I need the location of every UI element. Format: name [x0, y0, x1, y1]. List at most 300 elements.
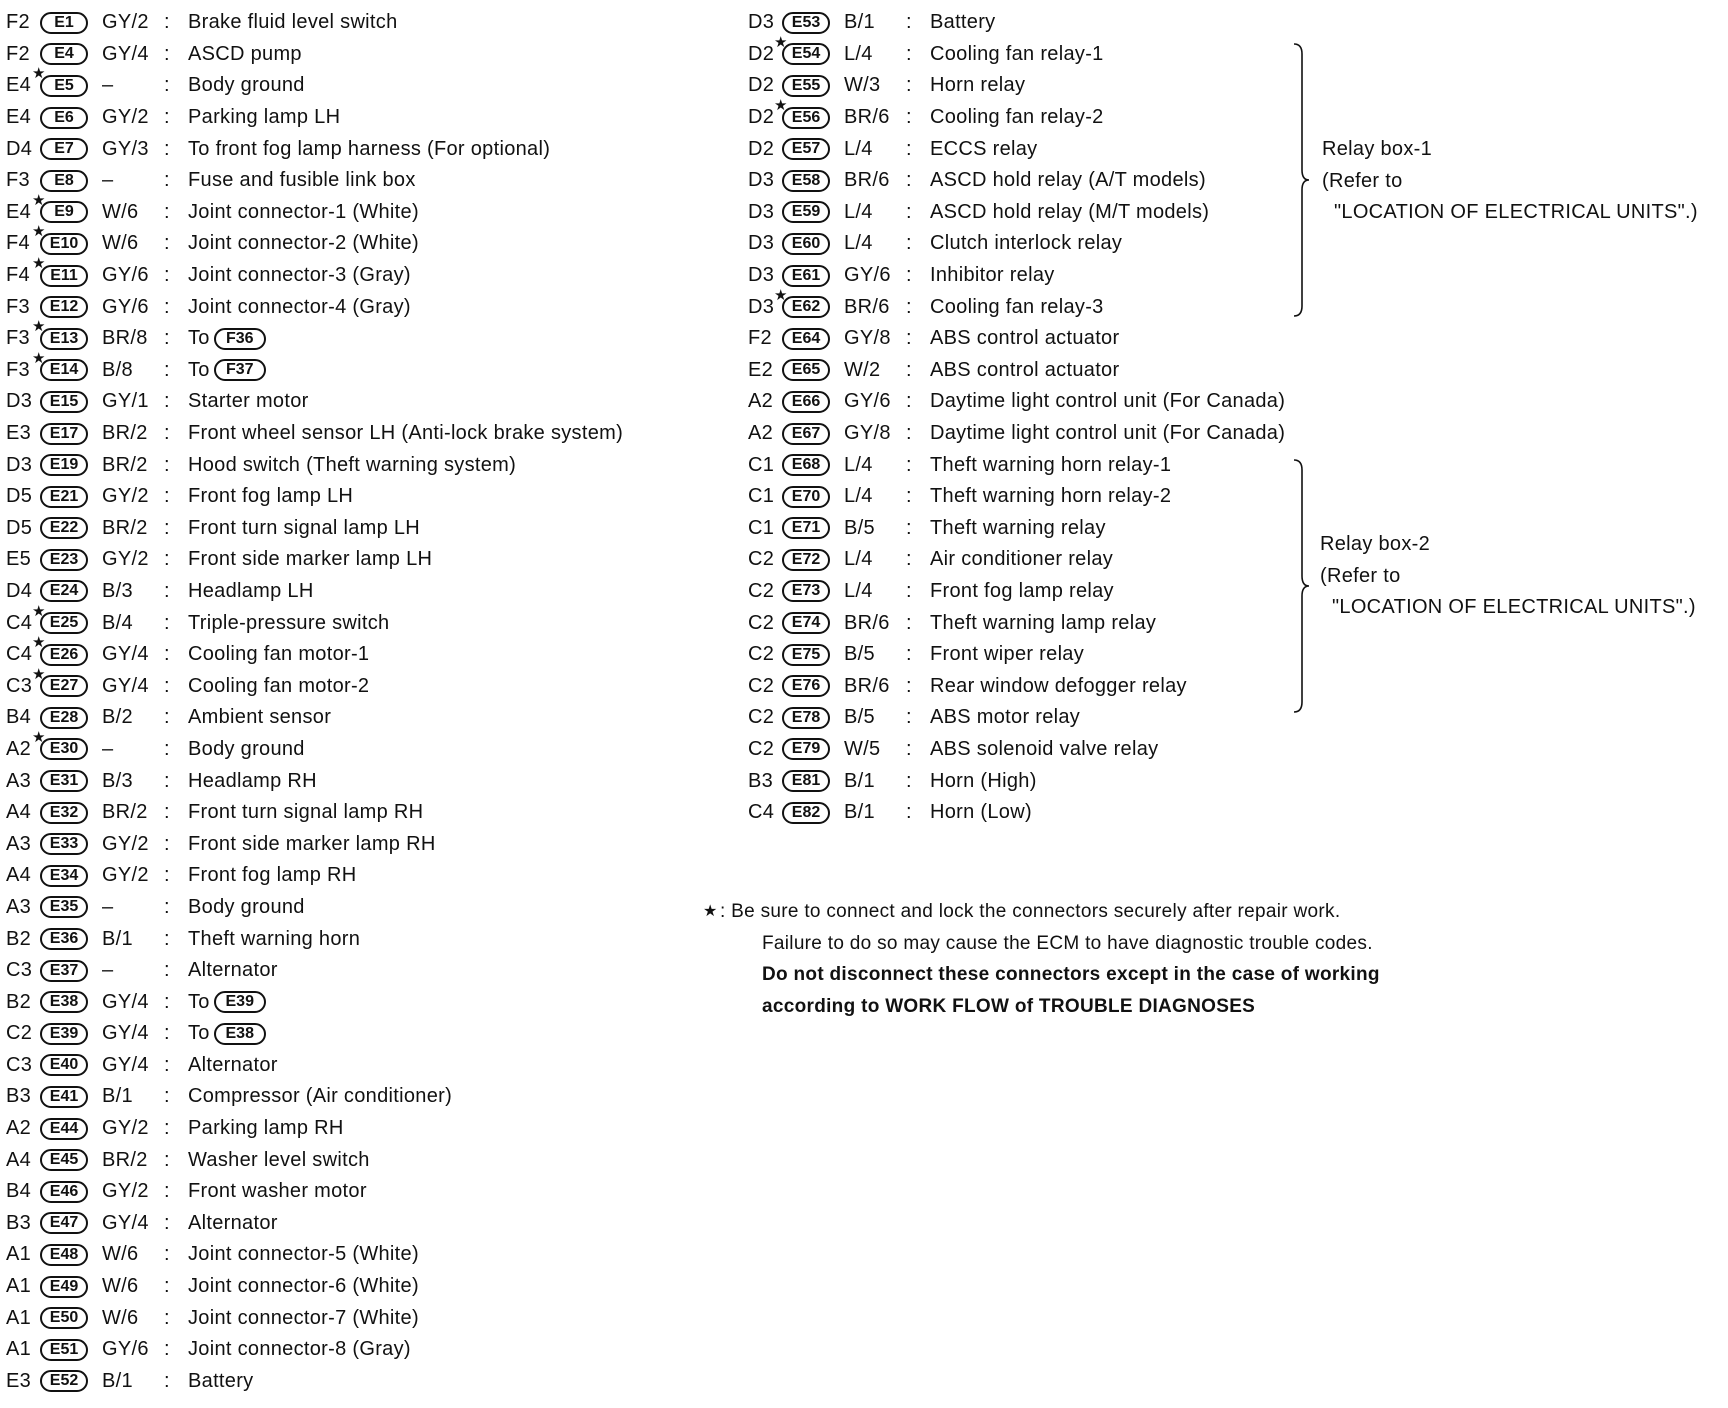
connector-description-text: Cooling fan motor-1 — [188, 643, 370, 666]
wire-spec: W/6 — [102, 200, 139, 223]
separator: : — [164, 358, 170, 381]
separator: : — [164, 106, 170, 129]
grid-reference — [748, 548, 782, 571]
grid-reference — [6, 223, 46, 255]
wire-spec: L/4 — [844, 579, 873, 602]
wire-spec: – — [102, 737, 114, 760]
connector-description — [188, 991, 266, 1014]
grid-reference-text: C2 — [748, 674, 775, 697]
wire-spec: W/2 — [844, 358, 881, 381]
connector-description — [188, 738, 305, 761]
grid-reference-text: A4 — [6, 1148, 32, 1171]
connector-id-badge: E57 — [782, 138, 830, 160]
separator: : — [164, 548, 170, 571]
connector-description — [930, 11, 995, 34]
star-icon: ★ — [32, 728, 46, 746]
connector-row — [6, 728, 721, 766]
separator: : — [164, 611, 170, 634]
connector-description — [188, 232, 419, 255]
grid-reference — [748, 485, 782, 508]
grid-reference-text: A1 — [6, 1243, 32, 1266]
connector-description-text: Clutch interlock relay — [930, 232, 1123, 255]
connector-description-text: Parking lamp RH — [188, 1117, 344, 1140]
relay-box-1-title: Relay box-1 — [1322, 138, 1433, 160]
connector-description-text: Fuse and fusible link box — [188, 169, 416, 192]
connector-row — [748, 765, 1308, 797]
grid-reference — [6, 1149, 40, 1172]
connector-description — [188, 612, 389, 635]
connector-id-badge: E81 — [782, 770, 830, 792]
wire-spec: W/6 — [102, 1306, 139, 1329]
connector-id-badge: E15 — [40, 391, 88, 413]
grid-reference — [748, 232, 782, 255]
grid-reference — [748, 738, 782, 761]
connector-id-badge: E76 — [782, 675, 830, 697]
connector-description-text: ABS motor relay — [930, 706, 1081, 729]
connector-description-text: ECCS relay — [930, 137, 1038, 160]
connector-id-badge: E64 — [782, 328, 830, 350]
connector-description — [930, 706, 1080, 729]
connector-description — [188, 1212, 278, 1235]
connector-row — [6, 1208, 721, 1240]
referenced-connector-badge: F36 — [214, 328, 266, 350]
separator: : — [164, 1085, 170, 1108]
grid-reference — [6, 1275, 40, 1298]
separator: : — [906, 42, 912, 65]
wire-spec: BR/6 — [844, 674, 890, 697]
connector-id-badge: E37 — [40, 960, 88, 982]
separator: : — [906, 169, 912, 192]
connector-row — [748, 260, 1308, 292]
connector-row — [6, 65, 721, 102]
note-line-1: : Be sure to connect and lock the connectors securely after repair work. — [720, 901, 1341, 922]
connector-description — [930, 422, 1285, 445]
grid-reference — [6, 1180, 40, 1203]
wire-spec: B/1 — [102, 1085, 133, 1108]
wire-spec: GY/4 — [102, 1022, 149, 1045]
separator: : — [164, 706, 170, 729]
connector-row — [748, 70, 1308, 102]
connector-id-badge: E51 — [40, 1339, 88, 1361]
grid-reference — [748, 74, 782, 97]
connector-description — [188, 1022, 266, 1045]
grid-reference-text: C1 — [748, 485, 775, 508]
connector-description-text: Cooling fan relay-3 — [930, 295, 1104, 318]
connector-description-text: Inhibitor relay — [930, 264, 1055, 287]
separator: : — [164, 1148, 170, 1171]
connector-description-text: Headlamp LH — [188, 579, 314, 602]
connector-id-badge: E78 — [782, 707, 830, 729]
wire-spec: BR/8 — [102, 327, 148, 350]
connector-description — [930, 74, 1025, 97]
grid-reference — [6, 1022, 40, 1045]
relay-box-1-label — [1322, 134, 1698, 229]
connector-row — [6, 923, 721, 955]
connector-description — [930, 675, 1187, 698]
connector-description-text: Joint connector-7 (White) — [188, 1306, 419, 1329]
connector-row — [748, 544, 1308, 576]
separator: : — [164, 832, 170, 855]
connector-description-text: Body ground — [188, 737, 305, 760]
relay-box-1-refer: (Refer to — [1322, 169, 1403, 192]
connector-id-badge: E1 — [40, 12, 88, 34]
connector-row — [748, 355, 1308, 387]
relay-box-2-refer: (Refer to — [1320, 564, 1401, 587]
connector-description — [930, 612, 1156, 635]
connector-description-text: Compressor (Air conditioner) — [188, 1085, 453, 1108]
connector-description — [188, 1149, 370, 1172]
note-line-4: according to WORK FLOW of TROUBLE DIAGNOSES — [762, 995, 1256, 1017]
grid-reference — [748, 770, 782, 793]
wire-spec: BR/2 — [102, 453, 148, 476]
connector-id-badge: E19 — [40, 454, 88, 476]
separator: : — [164, 674, 170, 697]
connector-row — [6, 860, 721, 892]
connector-row — [748, 7, 1308, 39]
connector-row — [6, 255, 721, 292]
grid-reference-text: A4 — [6, 864, 32, 887]
connector-id-badge: E31 — [40, 770, 88, 792]
connector-description — [188, 580, 314, 603]
wire-spec: GY/8 — [844, 422, 891, 445]
wire-spec: L/4 — [844, 548, 873, 571]
connector-id-badge: E54 — [782, 43, 830, 65]
connector-description-text: ABS solenoid valve relay — [930, 737, 1159, 760]
separator: : — [164, 1022, 170, 1045]
grid-reference — [6, 65, 46, 97]
wire-spec: GY/2 — [102, 864, 149, 887]
grid-reference-text: C3 — [6, 1053, 33, 1076]
separator: : — [906, 11, 912, 34]
separator: : — [164, 453, 170, 476]
grid-reference-text: B3 — [6, 1211, 32, 1234]
wire-spec: B/5 — [844, 643, 875, 666]
grid-reference — [6, 1243, 40, 1266]
connector-description-text: Theft warning horn relay-2 — [930, 485, 1172, 508]
wire-spec: B/1 — [844, 11, 875, 34]
grid-reference — [6, 580, 40, 603]
wire-spec: GY/8 — [844, 327, 891, 350]
grid-reference-text: D3 — [6, 453, 33, 476]
separator: : — [164, 74, 170, 97]
connector-description — [930, 390, 1285, 413]
relay-box-2-title: Relay box-2 — [1320, 533, 1431, 555]
connector-id-badge: E62 — [782, 296, 830, 318]
relay-box-2-label — [1320, 529, 1696, 624]
separator: : — [906, 106, 912, 129]
wire-spec: B/1 — [102, 1369, 133, 1392]
connector-id-badge: E49 — [40, 1276, 88, 1298]
connector-id-badge: E21 — [40, 486, 88, 508]
grid-reference — [6, 138, 40, 161]
connector-row — [6, 386, 721, 418]
grid-reference — [6, 1212, 40, 1235]
connector-description — [930, 454, 1171, 477]
connector-id-badge: E17 — [40, 423, 88, 445]
connector-description-text: Front turn signal lamp LH — [188, 516, 421, 539]
separator: : — [164, 1180, 170, 1203]
connector-description — [930, 201, 1209, 224]
grid-reference — [6, 896, 40, 919]
connector-row — [6, 7, 721, 39]
wire-spec: BR/2 — [102, 422, 148, 445]
star-icon: ★ — [32, 349, 46, 367]
connector-row — [6, 1144, 721, 1176]
connector-id-badge: E48 — [40, 1244, 88, 1266]
grid-reference-text: D3 — [748, 232, 775, 255]
connector-description-text: ABS control actuator — [930, 358, 1120, 381]
separator: : — [164, 327, 170, 350]
grid-reference-text: C3 — [6, 674, 33, 697]
grid-reference-text: D4 — [6, 137, 33, 160]
connector-row — [748, 797, 1308, 829]
grid-reference-text: B4 — [6, 1180, 32, 1203]
connector-id-badge: E6 — [40, 107, 88, 129]
connector-description-text: To — [188, 327, 210, 350]
connector-description — [188, 548, 432, 571]
connector-description — [188, 928, 360, 951]
grid-reference-text: A2 — [6, 737, 32, 760]
connector-row — [6, 1334, 721, 1366]
wire-spec: GY/6 — [844, 390, 891, 413]
connector-description — [188, 1275, 419, 1298]
connector-id-badge: E24 — [40, 580, 88, 602]
separator: : — [906, 485, 912, 508]
grid-reference — [6, 349, 46, 382]
grid-reference-text: E2 — [748, 358, 774, 381]
connector-description — [188, 106, 340, 129]
wire-spec: GY/4 — [102, 990, 149, 1013]
connector-description-text: Parking lamp LH — [188, 106, 341, 129]
connector-id-badge: E71 — [782, 517, 830, 539]
grid-reference-text: B3 — [6, 1085, 32, 1108]
connector-description — [930, 169, 1206, 192]
connector-row — [6, 418, 721, 450]
grid-reference-text: F2 — [748, 327, 772, 350]
wire-spec: B/2 — [102, 706, 133, 729]
grid-reference — [748, 169, 782, 192]
caution-note — [703, 896, 1380, 1022]
connector-id-badge: E9 — [40, 201, 88, 223]
connector-description — [188, 169, 416, 192]
connector-id-badge: E72 — [782, 549, 830, 571]
connector-description — [188, 422, 623, 445]
connector-description — [930, 264, 1055, 287]
grid-reference — [748, 517, 782, 540]
connector-description — [188, 327, 266, 350]
grid-reference-text: F4 — [6, 264, 30, 287]
connector-description-text: Air conditioner relay — [930, 548, 1114, 571]
grid-reference-text: B4 — [6, 706, 32, 729]
connector-description-text: Theft warning horn — [188, 927, 361, 950]
grid-reference-text: C2 — [748, 643, 775, 666]
grid-reference-text: D2 — [748, 137, 775, 160]
connector-description-text: Battery — [188, 1369, 254, 1392]
connector-description-text: Brake fluid level switch — [188, 11, 398, 34]
grid-reference-text: C2 — [748, 611, 775, 634]
connector-description-text: Front turn signal lamp RH — [188, 801, 424, 824]
wire-spec: B/4 — [102, 611, 133, 634]
separator: : — [906, 548, 912, 571]
connector-description-text: Triple-pressure switch — [188, 611, 390, 634]
referenced-connector-badge: E39 — [214, 991, 266, 1013]
connector-description-text: Rear window defogger relay — [930, 674, 1187, 697]
grid-reference — [6, 706, 40, 729]
grid-reference — [748, 706, 782, 729]
grid-reference — [6, 1054, 40, 1077]
wire-spec: – — [102, 959, 114, 982]
separator: : — [164, 769, 170, 792]
separator: : — [164, 1211, 170, 1234]
connector-description-text: Starter motor — [188, 390, 309, 413]
wire-spec: GY/2 — [102, 485, 149, 508]
wire-spec: GY/2 — [102, 11, 149, 34]
grid-reference — [6, 1338, 40, 1361]
wire-spec: GY/4 — [102, 674, 149, 697]
connector-description-text: Front washer motor — [188, 1180, 367, 1203]
separator: : — [906, 737, 912, 760]
separator: : — [164, 990, 170, 1013]
connector-id-badge: E60 — [782, 233, 830, 255]
wire-spec: BR/2 — [102, 1148, 148, 1171]
grid-reference — [748, 643, 782, 666]
connector-id-badge: E27 — [40, 675, 88, 697]
connector-description-text: Front fog lamp LH — [188, 485, 354, 508]
star-icon: ★ — [32, 223, 46, 241]
relay-box-1-location: "LOCATION OF ELECTRICAL UNITS".) — [1334, 201, 1698, 224]
connector-description-text: Body ground — [188, 74, 305, 97]
connector-description — [188, 643, 369, 666]
grid-reference-text: B3 — [748, 769, 774, 792]
star-icon: ★ — [774, 97, 788, 115]
connector-description — [188, 1243, 419, 1266]
connector-id-badge: E39 — [40, 1023, 88, 1045]
connector-description-text: Hood switch (Theft warning system) — [188, 453, 517, 476]
connector-description — [188, 138, 550, 161]
grid-reference — [6, 296, 40, 319]
connector-description — [930, 643, 1084, 666]
connector-id-badge: E68 — [782, 454, 830, 476]
grid-reference — [6, 1085, 40, 1108]
connector-description — [188, 296, 411, 319]
connector-row — [748, 286, 1308, 323]
connector-row — [6, 191, 721, 229]
connector-id-badge: E45 — [40, 1149, 88, 1171]
connector-row — [748, 702, 1308, 734]
connector-row — [748, 481, 1308, 513]
grid-reference-text: E4 — [6, 106, 32, 129]
wire-spec: L/4 — [844, 200, 873, 223]
connector-description-text: Joint connector-3 (Gray) — [188, 264, 411, 287]
grid-reference — [748, 359, 782, 382]
connector-row — [6, 892, 721, 924]
connector-row — [6, 602, 721, 639]
connector-description-text: ASCD hold relay (A/T models) — [930, 169, 1206, 192]
separator: : — [164, 137, 170, 160]
connector-id-badge: E75 — [782, 644, 830, 666]
wire-spec: GY/2 — [102, 832, 149, 855]
grid-reference — [748, 675, 782, 698]
connector-row — [6, 1302, 721, 1334]
connector-row — [748, 228, 1308, 260]
connector-id-badge: E8 — [40, 170, 88, 192]
separator: : — [906, 74, 912, 97]
grid-reference — [748, 33, 788, 66]
grid-reference-text: F2 — [6, 42, 30, 65]
connector-id-badge: E26 — [40, 644, 88, 666]
connector-description-text: Theft warning horn relay-1 — [930, 453, 1172, 476]
grid-reference — [6, 191, 46, 224]
grid-reference-text: A4 — [6, 801, 32, 824]
separator: : — [164, 516, 170, 539]
connector-description-text: Horn (Low) — [930, 801, 1032, 824]
connector-description-text: To — [188, 1022, 210, 1045]
relay-box-1-brace — [1292, 42, 1310, 318]
separator: : — [164, 927, 170, 950]
connector-list-left — [6, 7, 721, 1397]
connector-id-badge: E11 — [40, 265, 88, 287]
wire-spec: BR/6 — [844, 295, 890, 318]
grid-reference — [6, 454, 40, 477]
connector-id-badge: E10 — [40, 233, 88, 255]
connector-description-text: ASCD pump — [188, 42, 302, 65]
wire-spec: – — [102, 74, 114, 97]
grid-reference-text: E4 — [6, 74, 32, 97]
connector-description — [188, 74, 305, 97]
connector-description — [930, 296, 1104, 319]
separator: : — [164, 1275, 170, 1298]
relay-box-2-location: "LOCATION OF ELECTRICAL UNITS".) — [1332, 596, 1696, 619]
grid-reference — [748, 454, 782, 477]
separator: : — [164, 11, 170, 34]
connector-id-badge: E4 — [40, 43, 88, 65]
grid-reference-text: B2 — [6, 990, 32, 1013]
grid-reference — [6, 43, 40, 66]
connector-description-text: Alternator — [188, 959, 278, 982]
connector-description-text: Theft warning lamp relay — [930, 611, 1157, 634]
grid-reference-text: F2 — [6, 11, 30, 34]
referenced-connector-badge: F37 — [214, 359, 266, 381]
relay-box-2-brace — [1292, 458, 1310, 714]
grid-reference — [748, 286, 788, 319]
grid-reference — [6, 928, 40, 951]
connector-id-badge: E23 — [40, 549, 88, 571]
grid-reference-text: D3 — [748, 264, 775, 287]
separator: : — [906, 200, 912, 223]
separator: : — [164, 801, 170, 824]
separator: : — [906, 295, 912, 318]
connector-id-badge: E28 — [40, 707, 88, 729]
connector-row — [6, 797, 721, 829]
grid-reference — [748, 327, 782, 350]
connector-description — [930, 738, 1158, 761]
grid-reference-text: C1 — [748, 453, 775, 476]
connector-description-text: Body ground — [188, 895, 305, 918]
connector-description-text: Ambient sensor — [188, 706, 332, 729]
grid-reference-text: E3 — [6, 1369, 32, 1392]
separator: : — [906, 137, 912, 160]
wire-spec: BR/6 — [844, 106, 890, 129]
grid-reference — [748, 612, 782, 635]
connector-description — [188, 1117, 344, 1140]
connector-id-badge: E79 — [782, 738, 830, 760]
connector-id-badge: E41 — [40, 1086, 88, 1108]
wire-spec: L/4 — [844, 137, 873, 160]
separator: : — [164, 1338, 170, 1361]
connector-description — [188, 1085, 452, 1108]
note-line-3: Do not disconnect these connectors except in the case of working — [762, 964, 1380, 986]
connector-row — [748, 576, 1308, 608]
